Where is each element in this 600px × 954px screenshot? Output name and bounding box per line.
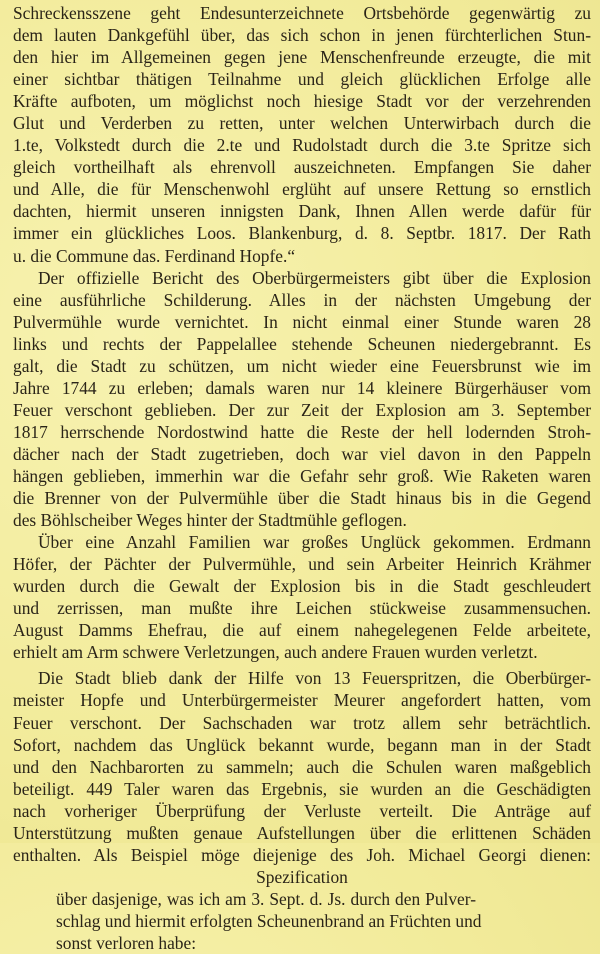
text-line: 1.te, Volkstedt durch die 2.te und Rudolstadt durch die 3.te Spritze sich [13,135,591,156]
text-line: den hier im Allgemeinen gegen jene Menschenfreunde erzeugte, die mit [13,47,591,68]
document-page [13,2,591,954]
text-line: die Brenner von der Pulvermühle über die Stadt hinaus bis in die Gegend [13,488,591,509]
text-line: Kräfte aufboten, um möglichst noch hiesige Stadt vor der verzehrenden [13,91,591,112]
text-line: Sofort, nachdem das Unglück bekannt wurde, begann man in der Stadt [13,734,591,755]
specification-heading: Spezification [256,866,348,887]
text-line: dachten, hiermit unseren innigsten Dank, Ihnen Allen werde dafür für [13,201,591,222]
paragraph-p3 [13,531,591,663]
specification-block [13,866,591,954]
text-line: und Alle, die für Menschenwohl erglüht auf unsere Rettung so ernstlich [13,179,591,200]
text-line: Höfer, der Pächter der Pulvermühle, und sein Arbeiter Heinrich Krähmer [13,554,591,575]
text-line: schlag und hiermit erfolgten Scheunenbrand an Früchten und [56,910,482,931]
paragraph-p4 [13,667,591,865]
text-line: erhielt am Arm schwere Verletzungen, auch andere Frauen wurden verletzt. [13,642,538,663]
text-line: dächer nach der Stadt zugetrieben, doch war viel davon in den Pappeln [13,443,591,464]
text-line: eine ausführliche Schilderung. Alles in der nächsten Umgebung der [13,289,591,310]
text-line: Jahre 1744 zu erleben; damals waren nur 14 kleinere Bürgerhäuser vom [13,377,591,398]
text-line: des Böhlscheiber Weges hinter der Stadtmühle geflogen. [13,510,407,531]
text-line: Feuer verschont. Der Sachschaden war trotz allem sehr beträchtlich. [13,712,591,733]
text-line: dem lauten Dankgefühl über, das sich schon in jenen fürchterlichen Stun- [13,25,591,46]
text-line: und zerrissen, man mußte ihre Leichen stückweise zusammensuchen. [13,598,591,619]
text-line: u. die Commune das. Ferdinand Hopfe.“ [13,245,296,266]
text-line: Pulvermühle wurde vernichtet. In nicht einmal einer Stunde waren 28 [13,311,591,332]
text-line: galt, die Stadt zu schützen, um nicht wieder eine Feuersbrunst wie im [13,355,591,376]
paragraph-p2 [13,267,591,532]
text-line: einer sichtbar thätigen Teilnahme und gleich glücklichen Erfolge alle [13,69,591,90]
text-line: sonst verloren habe: [56,932,197,953]
text-line: beteiligt. 449 Taler waren das Ergebnis, sie wurden an die Geschädigten [13,778,591,799]
text-line: nach vorheriger Überprüfung der Verluste verteilt. Die Anträge auf [13,800,591,821]
text-line: links und rechts der Pappelallee stehende Scheunen niedergebrannt. Es [13,333,591,354]
text-line: Glut und Verderben zu retten, unter welchen Unterwirbach durch die [13,113,591,134]
text-line: meister Hopfe und Unterbürgermeister Meurer angefordert hatten, vom [13,690,591,711]
text-line: 1817 herrschende Nordostwind hatte die Reste der hell lodernden Stroh- [13,421,591,442]
text-line: immer ein glückliches Loos. Blankenburg, d. 8. Septbr. 1817. Der Rath [13,223,591,244]
specification-body [13,888,482,954]
text-line: Unterstützung mußten genaue Aufstellungen über die erlittenen Schäden [13,822,591,843]
text-line: Die Stadt blieb dank der Hilfe von 13 Feuerspritzen, die Oberbürger- [38,668,591,689]
text-line: und den Nachbarorten zu sammeln; auch die Schulen waren maßgeblich [13,756,591,777]
text-line: Der offizielle Bericht des Oberbürgermeisters gibt über die Explosion [38,267,591,288]
text-line: enthalten. Als Beispiel möge diejenige des Joh. Michael Georgi dienen: [13,844,591,865]
text-line: Schreckensszene geht Endesunterzeichnete Ortsbehörde gegenwärtig zu [13,3,591,23]
text-line: gleich vortheilhaft als ehrenvoll auszeichneten. Empfangen Sie daher [13,157,591,178]
text-line: Über eine Anzahl Familien war großes Unglück gekommen. Erdmann [38,532,591,553]
text-line: August Damms Ehefrau, die auf einem nahegelegenen Felde arbeitete, [13,620,591,641]
paragraph-p1 [13,2,591,267]
text-line: über dasjenige, was ich am 3. Sept. d. Js. durch den Pulver- [56,888,476,909]
text-line: Feuer verschont geblieben. Der zur Zeit der Explosion am 3. September [13,399,591,420]
text-line: wurden durch die Gewalt der Explosion bis in die Stadt geschleudert [13,576,591,597]
text-line: hängen geblieben, immerhin war die Gefahr sehr groß. Wie Raketen waren [13,465,591,486]
